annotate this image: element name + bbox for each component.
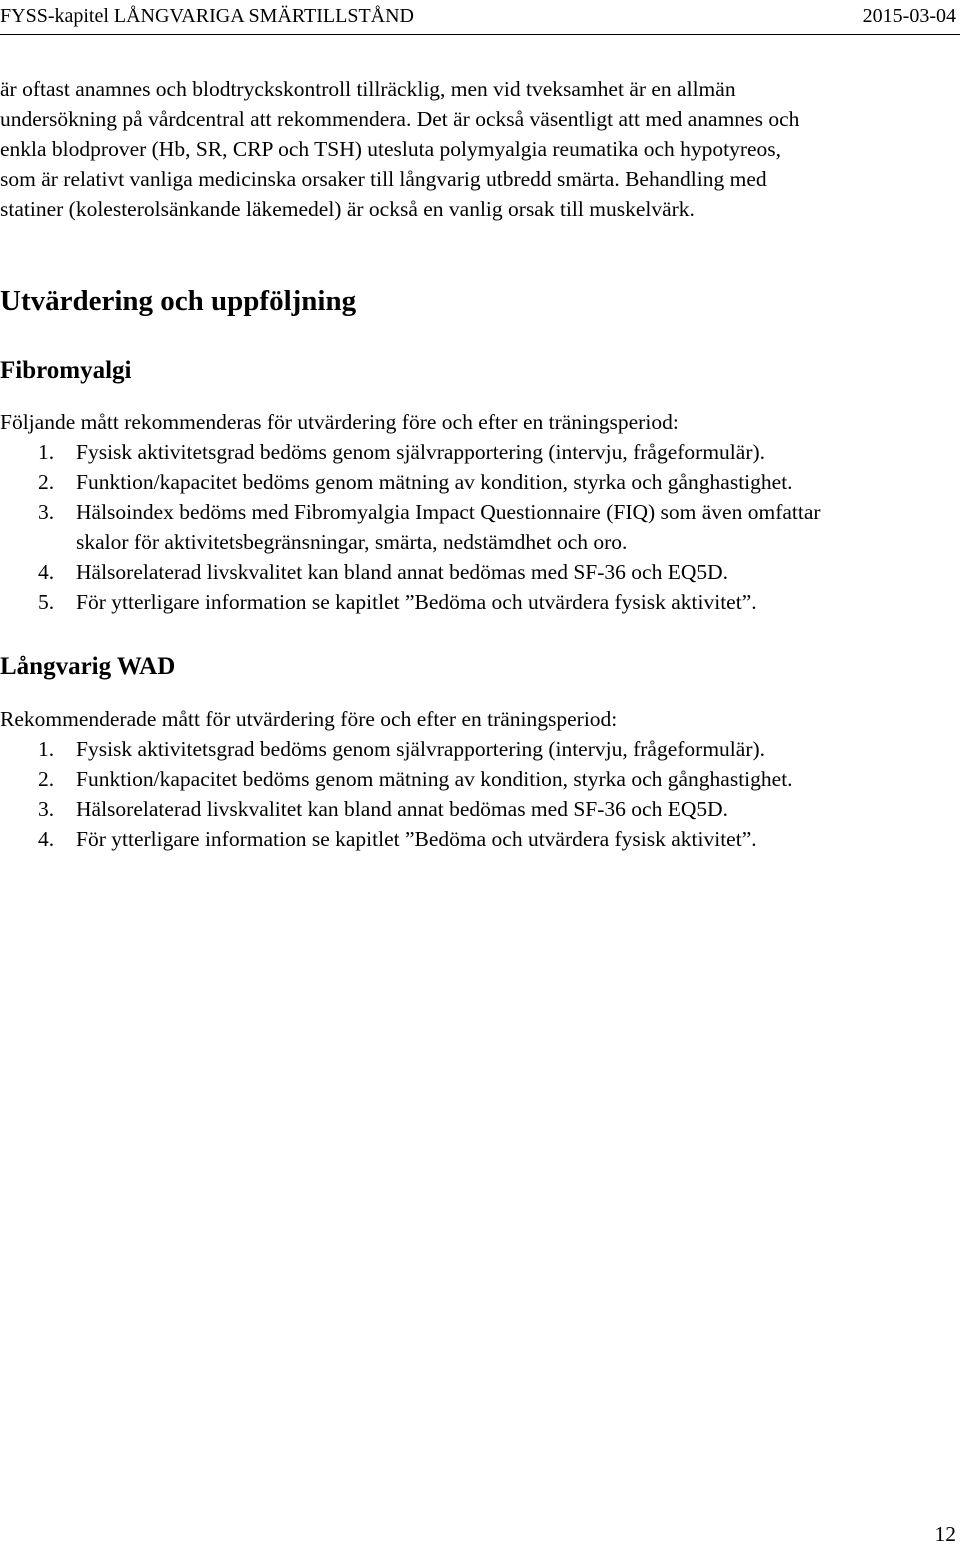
list-item bbox=[0, 467, 955, 497]
page-header bbox=[0, 4, 960, 28]
list-item-text: Hälsorelaterad livskvalitet kan bland annat bedömas med SF-36 och EQ5D. bbox=[76, 560, 729, 584]
fibromyalgi-heading: Fibromyalgi bbox=[0, 357, 132, 384]
list-item-number: 2. bbox=[38, 767, 55, 791]
fibromyalgi-list bbox=[0, 437, 955, 617]
section-heading: Utvärdering och uppföljning bbox=[0, 285, 357, 317]
intro-line: enkla blodprover (Hb, SR, CRP och TSH) utesluta polymyalgia reumatika och hypotyreos, bbox=[0, 137, 782, 161]
list-item-number: 1. bbox=[38, 737, 55, 761]
list-item-text-continuation: skalor för aktivitetsbegränsningar, smärta, nedstämdhet och oro. bbox=[76, 530, 628, 554]
header-divider bbox=[0, 34, 960, 35]
list-item-number: 1. bbox=[38, 440, 55, 464]
header-date: 2015-03-04 bbox=[862, 5, 956, 27]
intro-paragraph bbox=[0, 74, 955, 224]
list-item-number: 5. bbox=[38, 590, 55, 614]
list-item-number: 3. bbox=[38, 500, 55, 524]
list-item bbox=[0, 824, 955, 854]
list-item-text: Hälsoindex bedöms med Fibromyalgia Impact Questionnaire (FIQ) som även omfattar bbox=[76, 500, 821, 524]
list-item bbox=[0, 437, 955, 467]
intro-line: är oftast anamnes och blodtryckskontroll tillräcklig, men vid tveksamhet är en allmän bbox=[0, 77, 736, 101]
list-item-number: 4. bbox=[38, 827, 55, 851]
list-item bbox=[0, 497, 955, 557]
list-item bbox=[0, 794, 955, 824]
list-item-number: 3. bbox=[38, 797, 55, 821]
list-item-text: Fysisk aktivitetsgrad bedöms genom självrapportering (intervju, frågeformulär). bbox=[76, 737, 766, 761]
list-item-number: 4. bbox=[38, 560, 55, 584]
chapter-title: FYSS-kapitel LÅNGVARIGA SMÄRTILLSTÅND bbox=[0, 5, 415, 27]
list-item-text: För ytterligare information se kapitlet ”Bedöma och utvärdera fysisk aktivitet”. bbox=[76, 827, 757, 851]
fibromyalgi-lead: Följande mått rekommenderas för utvärdering före och efter en träningsperiod: bbox=[0, 410, 679, 434]
list-item-text: För ytterligare information se kapitlet ”Bedöma och utvärdera fysisk aktivitet”. bbox=[76, 590, 757, 614]
intro-line: som är relativt vanliga medicinska orsaker till långvarig utbredd smärta. Behandling med bbox=[0, 167, 767, 191]
list-item bbox=[0, 557, 955, 587]
intro-line: statiner (kolesterolsänkande läkemedel) är också en vanlig orsak till muskelvärk. bbox=[0, 197, 695, 221]
wad-list bbox=[0, 734, 955, 854]
list-item bbox=[0, 764, 955, 794]
list-item-number: 2. bbox=[38, 470, 55, 494]
list-item-text: Fysisk aktivitetsgrad bedöms genom självrapportering (intervju, frågeformulär). bbox=[76, 440, 766, 464]
intro-line: undersökning på vårdcentral att rekommendera. Det är också väsentligt att med anamnes och bbox=[0, 107, 800, 131]
list-item bbox=[0, 587, 955, 617]
list-item-text: Funktion/kapacitet bedöms genom mätning av kondition, styrka och gånghastighet. bbox=[76, 767, 793, 791]
page-number: 12 bbox=[934, 1522, 956, 1546]
list-item-text: Hälsorelaterad livskvalitet kan bland annat bedömas med SF-36 och EQ5D. bbox=[76, 797, 729, 821]
wad-heading: Långvarig WAD bbox=[0, 653, 176, 680]
list-item bbox=[0, 734, 955, 764]
wad-lead: Rekommenderade mått för utvärdering före och efter en träningsperiod: bbox=[0, 707, 618, 731]
list-item-text: Funktion/kapacitet bedöms genom mätning av kondition, styrka och gånghastighet. bbox=[76, 470, 793, 494]
